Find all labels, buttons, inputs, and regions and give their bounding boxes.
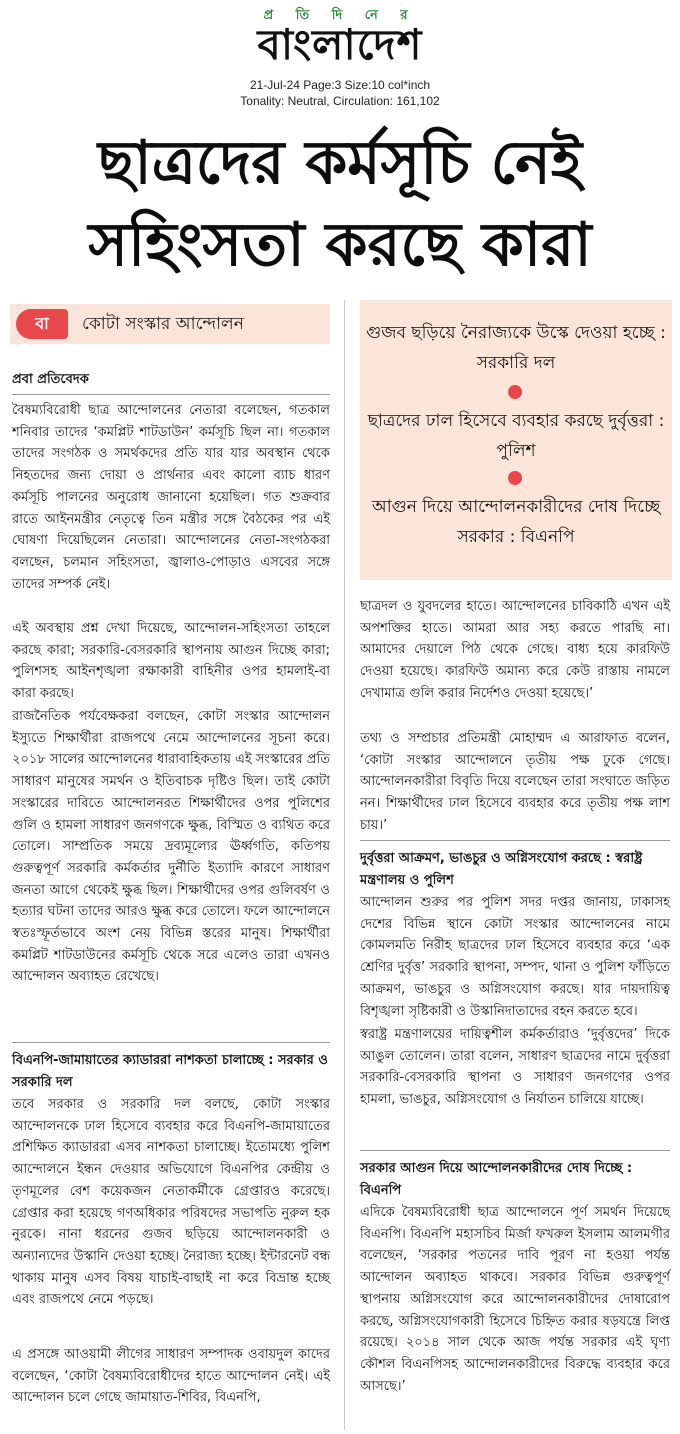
topic-tag: [10, 304, 330, 344]
pullquote-item-3: আগুন দিয়ে আন্দোলনকারীদের দোষ দিচ্ছে সরকার : বিএনপি: [371, 497, 661, 547]
topic-tag-badge: বা: [16, 309, 68, 339]
byline: প্রবা প্রতিবেদক: [12, 372, 89, 387]
byline-rule: [12, 394, 330, 395]
left-paragraph-1: বৈষম্যবিরোধী ছাত্র আন্দোলনের নেতারা বলেছেন, গতকাল শনিবার তাদের ‘কমপ্লিট শাটডাউন’ কর্মসূচি ছিল না। গতকাল তাদের সংগঠক ও সমর্থকদের প্রতি যার যার অবস্থান থেকে নিহতদের জন্য দোয়া ও প্রার্থনার এবং কালো ব্যাচ ধারণ কর্মসূচি পালনের অনুরোধ জানানো হয়েছিল। গত শুক্রবার রাতে আইনমন্ত্রীর নেতৃত্বে তিন মন্ত্রীর সঙ্গে বৈঠকের পর এই ঘোষণা দিয়েছিলেন নেতারা। আন্দোলনের নেতা-সংগঠকরা বলছেন, চলমান সহিংসতা, জ্বালাও-পোড়াও এসবের সঙ্গে তাদের সম্পর্ক নেই।: [12, 403, 330, 592]
left-section-rule: [12, 1042, 330, 1043]
right-paragraph-3: আন্দোলন শুরুর পর পুলিশ সদর দপ্তর জানায়, ঢাকাসহ দেশের বিভিন্ন স্থানে কোটা সংস্কার আন্দোলনের নামে কোমলমতি নিরীহ ছাত্রদের ঢাল হিসেবে ব্যবহার করে ‘এক শ্রেণির দুর্বৃত্ত’ সরকারি স্থাপনা, সম্পদ, থানা ও পুলিশ ফাঁড়িতে আক্রমণ, ভাঙচুর ও অগ্নিসংযোগ করছে। যার দায়দায়িত্ব বিশৃঙ্খলা সৃষ্টিকারী ও উস্কানিদাতাদের বহন করতে হবে।: [360, 895, 670, 1019]
left-paragraph-5: এ প্রসঙ্গে আওয়ামী লীগের সাধারণ সম্পাদক ওবায়দুল কাদের বলেছেন, ‘কোটা বৈষম্যবিরোধীদের হাতে আন্দোলন নেই। এই আন্দোলন চলে গেছে জামায়াত-শিবির, বিএনপি,: [12, 1347, 330, 1406]
masthead-logo: বাংলাদেশ: [257, 20, 423, 69]
topic-tag-label: কোটা সংস্কার আন্দোলন: [82, 314, 244, 334]
pullquote-bullet: [508, 385, 522, 399]
left-paragraph-2: এই অবস্থায় প্রশ্ন দেখা দিয়েছে, আন্দোলন-সহিংসতা তাহলে করছে কারা; সরকারি-বেসরকারি স্থাপনায় আগুন দিচ্ছে কারা; পুলিশসহ আইনশৃঙ্খলা রক্ষাকারী বাহিনীর ওপর হামলাই-বা কারা করছে।: [12, 621, 330, 702]
right-paragraph-4: স্বরাষ্ট্র মন্ত্রণালয়ের দায়িত্বশীল কর্মকর্তারাও ‘দুর্বৃত্তদের’ দিকে আঙুল তোলেন। তারা বলেন, সাধারণ ছাত্রদের নামে দুর্বৃত্তরা সরকারি-বেসরকারি স্থাপনা ও সাধারণ জনগণের ওপর হামলা, ভাঙচুর, অগ্নিসংযোগ ও নির্যাতন চালিয়ে যাচ্ছে।: [360, 1027, 670, 1108]
left-paragraph-3: রাজনৈতিক পর্যবেক্ষকরা বলছেন, কোটা সংস্কার আন্দোলন ইস্যুতে শিক্ষার্থীরা রাজপথে নেমে আন্দোলনের সূচনা করে। ২০১৮ সালের আন্দোলনের ধারাবাহিকতায় এই সংস্কারের প্রতি সাধারণ মানুষের সমর্থন ও ইতিবাচক দৃষ্টিও ছিল। তাই কোটা সংস্কারের দাবিতে আন্দোলনরত শিক্ষার্থীদের ওপর পুলিশের গুলি ও হামলা সাধারণ জনগণকে ক্ষুব্ধ, বিস্মিত ও ব্যথিত করে তোলে। সাম্প্রতিক সময়ে দ্রব্যমূল্যের ঊর্ধ্বগতি, কতিপয় গুরুত্বপূর্ণ সরকারি কর্মকর্তার দুর্নীতি ইত্যাদি কারণে সাধারণ জনতা আগে থেকেই ক্ষুব্ধ ছিল। শিক্ষার্থীদের ওপর গুলিবর্ষণ ও হত্যার ঘটনা তাদের আরও ক্ষুব্ধ করে তোলে। ফলে আন্দোলনে স্বতঃস্ফূর্তভাবে অংশ নেয় বিভিন্ন স্তরের মানুষ। শিক্ষার্থীরা কমপ্লিট শাটডাউনের কর্মসূচি থেকে সরে এলেও তারা এখনও আন্দোলন অব্যাহত রেখেছে।: [12, 709, 330, 985]
pullquote-bullet: [508, 471, 522, 485]
right-section-rule-2: [360, 1150, 670, 1151]
clipping-meta-tonality: Tonality: Neutral, Circulation: 161,102: [240, 94, 440, 108]
right-subheading-2: সরকার আগুন দিয়ে আন্দোলনকারীদের দোষ দিচ্ছে : বিএনপি: [360, 1161, 633, 1198]
column-divider: [344, 300, 345, 1430]
masthead: [0, 0, 680, 110]
left-subheading-1: বিএনপি-জামায়াতের ক্যাডাররা নাশকতা চালাচ্ছে : সরকার ও সরকারি দল: [12, 1053, 328, 1090]
right-paragraph-1: ছাত্রদল ও যুবদলের হাতে। আন্দোলনের চাবিকাঠি এখন এই অপশক্তির হাতে। আমরা আর সহ্য করতে পারছি না। আমাদের দেয়ালে পিঠ থেকে গেছে। বাধ্য হয়ে কারফিউ দেওয়া হয়েছে। কারফিউ অমান্য করে কেউ রাস্তায় নামলে দেখামাত্র গুলি করার নির্দেশও দেওয়া হয়েছে।’: [360, 599, 670, 701]
right-paragraph-5: এদিকে বৈষম্যবিরোধী ছাত্র আন্দোলনে পূর্ণ সমর্থন দিয়েছে বিএনপি। বিএনপি মহাসচিব মির্জা ফখরুল ইসলাম আলমগীর বলেছেন, ‘সরকার পতনের দাবি পূরণ না হওয়া পর্যন্ত আন্দোলন অব্যাহত থাকবে। সরকার বিভিন্ন গুরুত্বপূর্ণ স্থাপনায় অগ্নিসংযোগ করে আন্দোলনকারীদের দোষারোপ করছে, অগ্নিসংযোগকারী হিসেবে চিহ্নিত করার ষড়যন্ত্রে লিপ্ত রয়েছে। ২০১৪ সাল থেকে আজ পর্যন্ত সরকার এই ঘৃণ্য কৌশল বিএনপিসহ আন্দোলনকারীদের বিরুদ্ধে ব্যবহার করে আসছে।’: [360, 1205, 670, 1394]
headline-line-2: সহিংসতা করছে কারা: [88, 210, 592, 280]
left-paragraph-4: তবে সরকার ও সরকারি দল বলছে, কোটা সংস্কার আন্দোলনকে ঢাল হিসেবে ব্যবহার করে বিএনপি-জামায়াতের প্রশিক্ষিত ক্যাডাররা এসব নাশকতা চালাচ্ছে। ইতোমধ্যে পুলিশ আন্দোলনে ইন্ধন দেওয়ার অভিযোগে বিএনপির কেন্দ্রীয় ও তৃণমূলের বেশ কয়েকজন নেতাকর্মীকে গ্রেপ্তারও করেছে। গ্রেপ্তার করা হয়েছে গণঅধিকার পরিষদের সভাপতি নুরুল হক নুরকে। নানা ধরনের গুজব ছড়িয়ে আন্দোলনকারী ও অন্যান্যদের উস্কানি দেওয়া হচ্ছে। নৈরাজ্য হচ্ছে। ইন্টারনেট বন্ধ থাকায় মানুষ এসব বিষয় যাচাই-বাছাই না করে বিভ্রান্ত হচ্ছে এবং রাজপথে নেমে পড়ছে।: [12, 1097, 330, 1308]
right-section-rule-1: [360, 840, 670, 841]
masthead-subtitle: প্র তি দি নে র: [263, 8, 417, 23]
right-subheading-1: দুর্বৃত্তরা আক্রমণ, ভাঙচুর ও অগ্নিসংযোগ করছে : স্বরাষ্ট্র মন্ত্রণালয় ও পুলিশ: [360, 851, 643, 888]
clipping-meta-date: 21-Jul-24 Page:3 Size:10 col*inch: [249, 78, 431, 92]
pullquote-item-2: ছাত্রদের ঢাল হিসেবে ব্যবহার করছে দুর্বৃত্তরা : পুলিশ: [367, 411, 665, 461]
headline-line-1: ছাত্রদের কর্মসূচি নেই: [97, 128, 583, 198]
right-paragraph-2: তথ্য ও সম্প্রচার প্রতিমন্ত্রী মোহাম্মদ এ আরাফাত বলেন, ‘কোটা সংস্কার আন্দোলনে তৃতীয় পক্ষ ঢুকে গেছে। আন্দোলনকারীরা বিবৃতি দিয়ে বলেছেন তারা সংঘাতে জড়িত নন। শিক্ষার্থীদের ঢাল হিসেবে ব্যবহার করে তৃতীয় পক্ষ লাশ চায়।’: [360, 731, 670, 833]
pullquote-box: [360, 300, 672, 580]
pullquote-item-1: গুজব ছড়িয়ে নৈরাজ্যকে উস্কে দেওয়া হচ্ছে : সরকারি দল: [366, 323, 666, 373]
